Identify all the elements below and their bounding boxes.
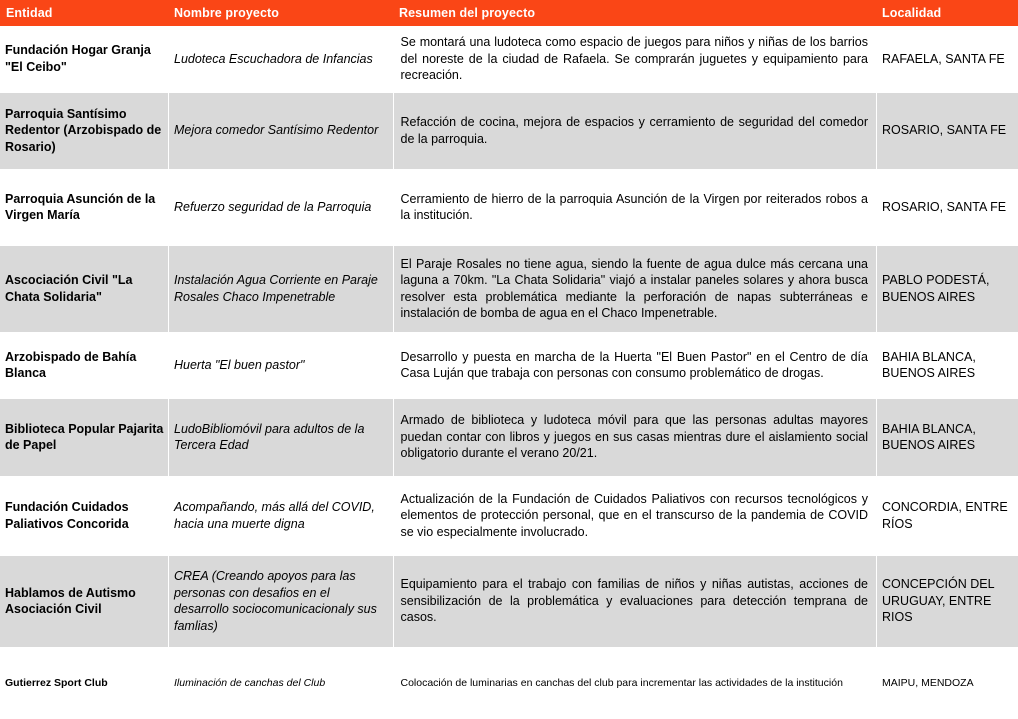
cell-nombre: LudoBibliomóvil para adultos de la Tercera Edad: [168, 398, 393, 476]
column-header-entidad: Entidad: [0, 0, 168, 26]
table-row: [0, 647, 1018, 719]
cell-resumen: Se montará una ludoteca como espacio de juegos para niños y niñas de los barrios del noreste de la ciudad de Rafaela. Se comprarán juguetes y equipamiento para recreación.: [393, 26, 876, 92]
cell-localidad: ROSARIO, SANTA FE: [876, 169, 1018, 245]
cell-entidad: Arzobispado de Bahía Blanca: [0, 332, 168, 398]
cell-resumen: Refacción de cocina, mejora de espacios y cerramiento de seguridad del comedor de la parroquia.: [393, 92, 876, 169]
cell-entidad: Hablamos de Autismo Asociación Civil: [0, 555, 168, 647]
cell-localidad: BAHIA BLANCA, BUENOS AIRES: [876, 398, 1018, 476]
table-row: [0, 26, 1018, 92]
table-header: [0, 0, 1018, 26]
table-row: [0, 555, 1018, 647]
cell-resumen: El Paraje Rosales no tiene agua, siendo la fuente de agua dulce más cercana una laguna a 70km. "La Chata Solidaria" viajó a instalar paneles solares y ahora busca resolver esta problemática mediante la perforación de napas subterráneas e instalación de bomba de agua en el Chaco Impenetrable.: [393, 245, 876, 332]
table-row: [0, 92, 1018, 169]
cell-nombre: Mejora comedor Santísimo Redentor: [168, 92, 393, 169]
table-row: [0, 169, 1018, 245]
cell-localidad: CONCEPCIÓN DEL URUGUAY, ENTRE RIOS: [876, 555, 1018, 647]
cell-nombre: Refuerzo seguridad de la Parroquia: [168, 169, 393, 245]
cell-entidad: Ascociación Civil "La Chata Solidaria": [0, 245, 168, 332]
cell-entidad: Fundación Cuidados Paliativos Concorida: [0, 476, 168, 555]
table-row: [0, 476, 1018, 555]
cell-localidad: PABLO PODESTÁ, BUENOS AIRES: [876, 245, 1018, 332]
column-header-nombre: Nombre proyecto: [168, 0, 393, 26]
cell-resumen: Cerramiento de hierro de la parroquia Asunción de la Virgen por reiterados robos a la institución.: [393, 169, 876, 245]
cell-localidad: BAHIA BLANCA, BUENOS AIRES: [876, 332, 1018, 398]
cell-nombre: CREA (Creando apoyos para las personas con desafios en el desarrollo sociocomunicacionaly sus famlias): [168, 555, 393, 647]
cell-nombre: Acompañando, más allá del COVID, hacia una muerte digna: [168, 476, 393, 555]
cell-resumen: Equipamiento para el trabajo con familias de niños y niñas autistas, acciones de sensibilización de la problemática y evaluaciones para detección temprana de casos.: [393, 555, 876, 647]
cell-resumen: Actualización de la Fundación de Cuidados Paliativos con recursos tecnológicos y elementos de protección personal, que en el transcurso de la pandemia de COVID se vio especialmente involucrado.: [393, 476, 876, 555]
cell-resumen: Colocación de luminarias en canchas del club para incrementar las actividades de la institución: [393, 647, 876, 719]
cell-entidad: Fundación Hogar Granja "El Ceibo": [5, 43, 151, 74]
cell-resumen: Armado de biblioteca y ludoteca móvil para que las personas adultas mayores puedan contar con libros y juegos en sus casas mientras dure el aislamiento social obligatorio durante el verano 20/21.: [393, 398, 876, 476]
column-header-localidad: Localidad: [876, 0, 1018, 26]
cell-entidad: Biblioteca Popular Pajarita de Papel: [0, 398, 168, 476]
cell-nombre: Huerta "El buen pastor": [168, 332, 393, 398]
cell-nombre: Ludoteca Escuchadora de Infancias: [174, 51, 373, 66]
cell-localidad: RAFAELA, SANTA FE: [882, 51, 1005, 66]
cell-localidad: MAIPU, MENDOZA: [876, 647, 1018, 719]
cell-entidad: Parroquia Santísimo Redentor (Arzobispado de Rosario): [0, 92, 168, 169]
table-row: [0, 398, 1018, 476]
cell-entidad: Gutierrez Sport Club: [0, 647, 168, 719]
cell-resumen: Desarrollo y puesta en marcha de la Huerta "El Buen Pastor" en el Centro de día Casa Luján que trabaja con personas con consumo problemático de drogas.: [393, 332, 876, 398]
table-row: [0, 332, 1018, 398]
cell-localidad: CONCORDIA, ENTRE RÍOS: [876, 476, 1018, 555]
cell-nombre: Iluminación de canchas del Club: [168, 647, 393, 719]
cell-localidad: ROSARIO, SANTA FE: [876, 92, 1018, 169]
cell-nombre: Instalación Agua Corriente en Paraje Rosales Chaco Impenetrable: [168, 245, 393, 332]
table-body: [0, 26, 1018, 719]
column-header-resumen: Resumen del proyecto: [393, 0, 876, 26]
cell-entidad: Parroquia Asunción de la Virgen María: [0, 169, 168, 245]
table-header-row: [0, 0, 1018, 26]
table-row: [0, 245, 1018, 332]
